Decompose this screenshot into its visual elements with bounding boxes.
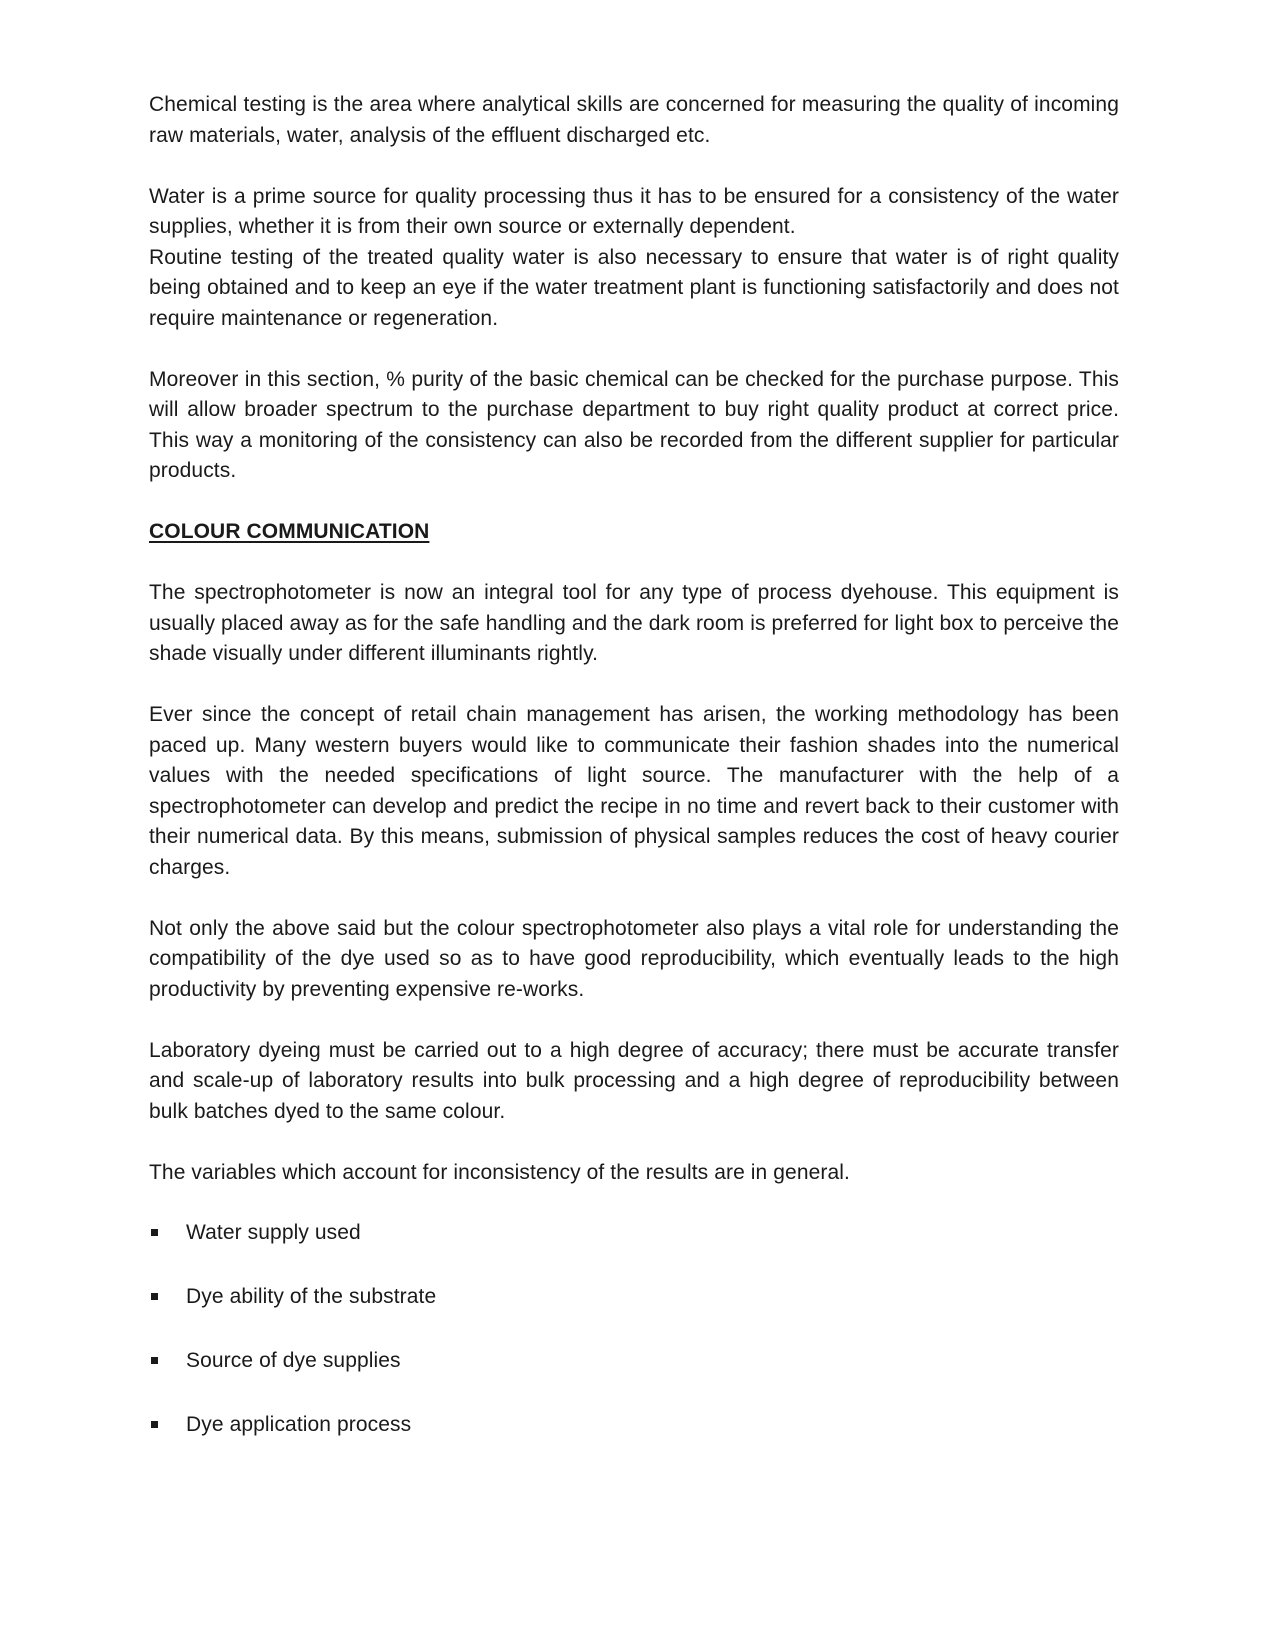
paragraph-compatibility: Not only the above said but the colour spectrophotometer also plays a vital role for understanding the compatibility of the dye used so as to have good reproducibility, which eventually leads to the high productivity by preventing expensive re-works. <box>149 916 1119 1001</box>
list-item <box>149 1282 1119 1312</box>
list-item <box>149 1218 1119 1248</box>
list-item <box>149 1346 1119 1376</box>
list-item-label: Dye application process <box>186 1413 412 1436</box>
variables-list <box>149 1218 1119 1440</box>
list-item-label: Dye ability of the substrate <box>186 1285 437 1308</box>
paragraph-chemical-testing: Chemical testing is the area where analytical skills are concerned for measuring the quality of incoming raw materials, water, analysis of the effluent discharged etc. <box>149 93 1119 147</box>
square-bullet-icon <box>151 1357 158 1364</box>
paragraph-variables: The variables which account for inconsistency of the results are in general. <box>149 1160 850 1184</box>
paragraph-purity: Moreover in this section, % purity of the basic chemical can be checked for the purchase purpose. This will allow broader spectrum to the purchase department to buy right quality product at correct price. This way a monitoring of the consistency can also be recorded from the different supplier for particular products. <box>149 367 1119 482</box>
document-page <box>149 90 1119 1474</box>
paragraph-spectrophotometer: The spectrophotometer is now an integral tool for any type of process dyehouse. This equipment is usually placed away as for the safe handling and the dark room is preferred for light box to perceive the shade visually under different illuminants rightly. <box>149 581 1119 665</box>
square-bullet-icon <box>151 1229 158 1236</box>
paragraph-routine-testing: Routine testing of the treated quality water is also necessary to ensure that water is of right quality being obtained and to keep an eye if the water treatment plant is functioning satisfactorily and does not require maintenance or regeneration. <box>149 245 1119 330</box>
list-item-label: Source of dye supplies <box>186 1349 401 1372</box>
list-item-label: Water supply used <box>186 1221 361 1244</box>
square-bullet-icon <box>151 1293 158 1300</box>
paragraph-laboratory-dyeing: Laboratory dyeing must be carried out to a high degree of accuracy; there must be accurate transfer and scale-up of laboratory results into bulk processing and a high degree of reproducibility between bulk batches dyed to the same colour. <box>149 1038 1119 1123</box>
list-item <box>149 1410 1119 1440</box>
paragraph-water-source: Water is a prime source for quality processing thus it has to be ensured for a consistency of the water supplies, whether it is from their own source or externally dependent. <box>149 184 1119 238</box>
paragraph-retail-chain: Ever since the concept of retail chain management has arisen, the working methodology has been paced up. Many western buyers would like to communicate their fashion shades into the numerical values with the needed specifications of light source. The manufacturer with the help of a spectrophotometer can develop and predict the recipe in no time and revert back to their customer with their numerical data. By this means, submission of physical samples reduces the cost of heavy courier charges. <box>149 703 1119 879</box>
section-heading: COLOUR COMMUNICATION <box>149 520 430 543</box>
square-bullet-icon <box>151 1421 158 1428</box>
